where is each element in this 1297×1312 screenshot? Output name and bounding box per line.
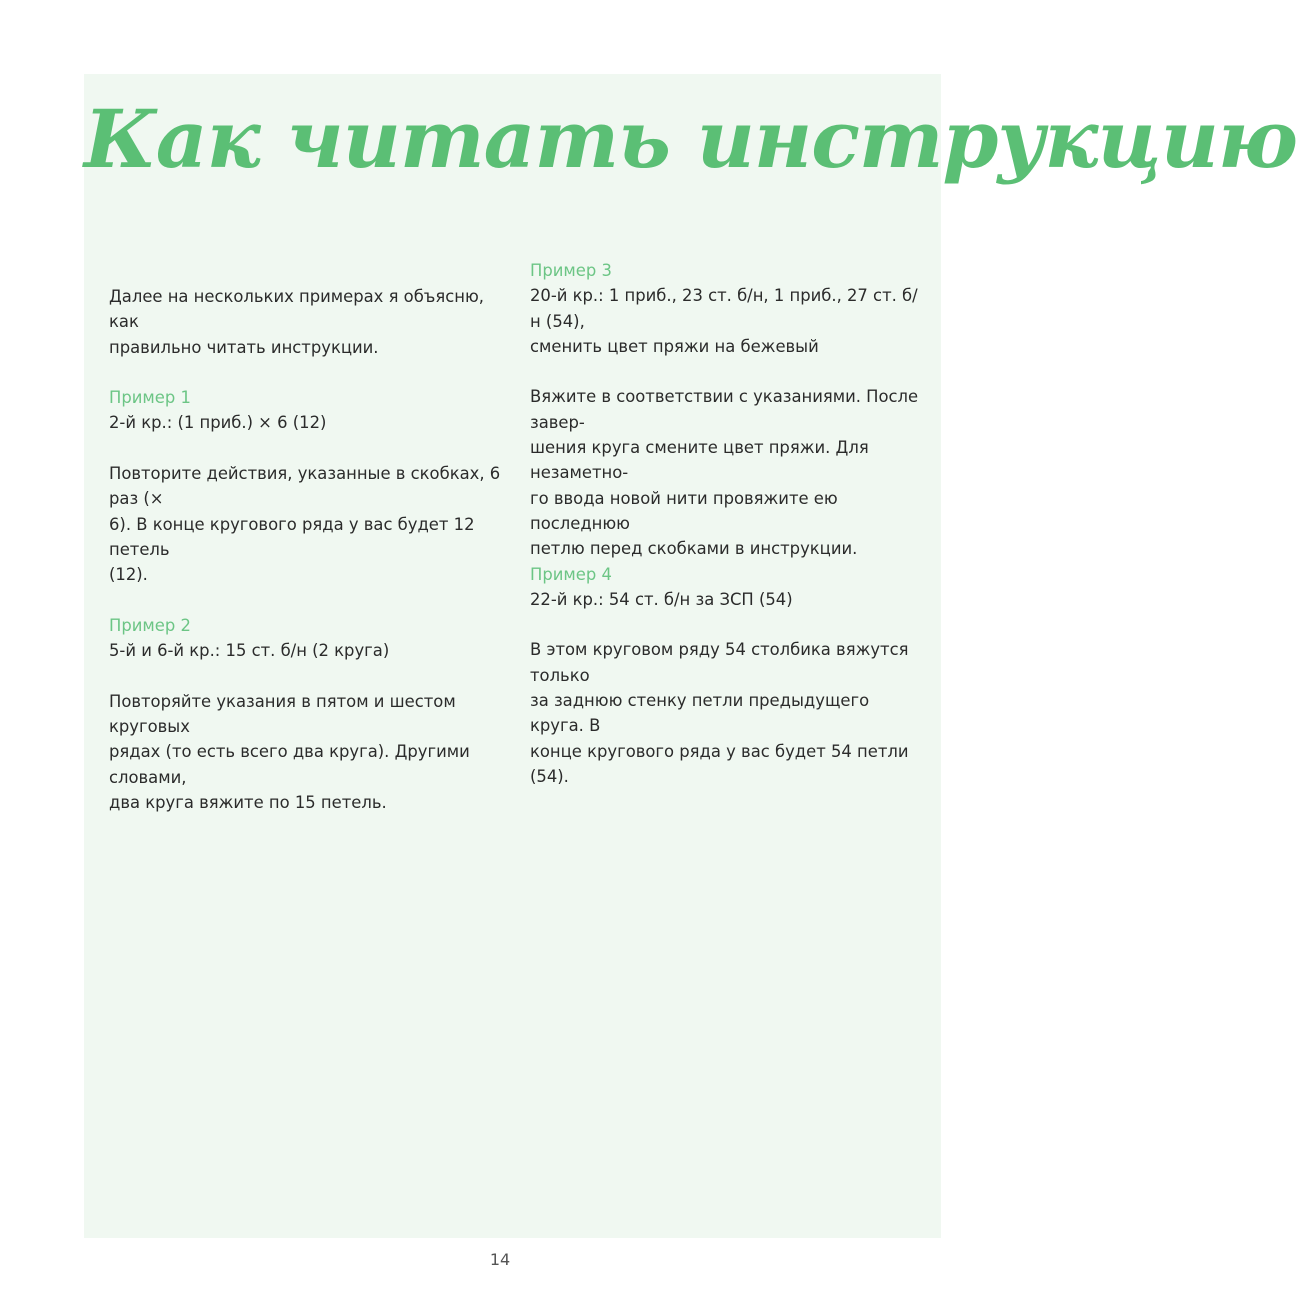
page-title: Как читать инструкцию [84, 92, 1297, 186]
example-4-heading: Пример 4 [530, 564, 612, 584]
example-4-formula: 22-й кр.: 54 ст. б/н за ЗСП (54) [530, 589, 793, 609]
example-3-text-line: го ввода новой нити провяжите ею последнюю [530, 488, 838, 533]
example-4-text-line: В этом круговом ряду 54 столбика вяжутся только [530, 640, 909, 685]
example-1-heading: Пример 1 [109, 388, 191, 408]
example-1-text-line: 6). В конце кругового ряда у вас будет 12 петель [109, 514, 475, 559]
example-3-formula: 20-й кр.: 1 приб., 23 ст. б/н, 1 приб., 27 ст. б/н (54), [530, 286, 918, 331]
right-column [530, 258, 925, 789]
example-3-text-line: шения круга смените цвет пряжи. Для незаметно- [530, 438, 869, 483]
example-3-text-line: Вяжите в соответствии с указаниями. После завер- [530, 387, 919, 432]
intro-line: Далее на нескольких примерах я объясню, как [109, 287, 484, 332]
example-4-text-line: конце кругового ряда у вас будет 54 петли (54). [530, 741, 909, 786]
example-3-formula: сменить цвет пряжи на бежевый [530, 336, 819, 356]
page-number: 14 [489, 1250, 511, 1269]
example-2-heading: Пример 2 [109, 615, 191, 635]
example-2-text-line: рядах (то есть всего два круга). Другими словами, [109, 742, 470, 787]
example-1-formula: 2-й кр.: (1 приб.) × 6 (12) [109, 413, 327, 433]
example-3-heading: Пример 3 [530, 261, 612, 280]
intro-line: правильно читать инструкции. [109, 337, 379, 357]
example-3-text-line: петлю перед скобками в инструкции. [530, 539, 858, 559]
example-2-text-line: Повторяйте указания в пятом и шестом круговых [109, 691, 456, 737]
example-2-formula: 5-й и 6-й кр.: 15 ст. б/н (2 круга) [109, 641, 390, 661]
example-2-text-line: два круга вяжите по 15 петель. [109, 792, 387, 812]
left-column [109, 284, 504, 815]
example-1-text-line: (12). [109, 565, 148, 585]
example-1-text-line: Повторите действия, указанные в скобках, 6 раз (× [109, 464, 501, 509]
example-4-text-line: за заднюю стенку петли предыдущего круга. В [530, 691, 870, 736]
